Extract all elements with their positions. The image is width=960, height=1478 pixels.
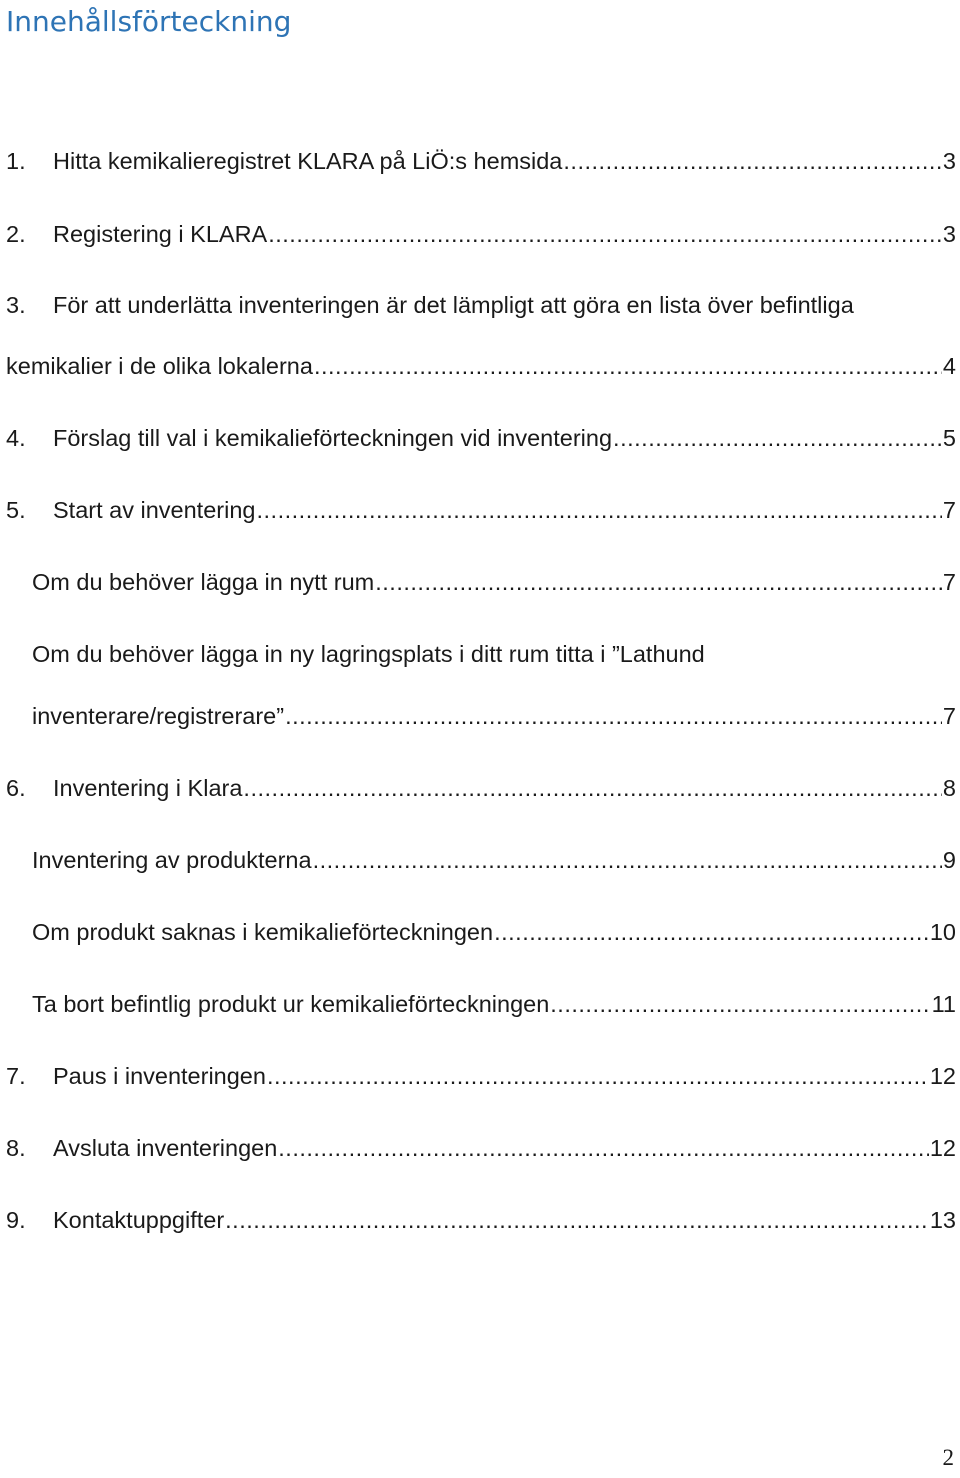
toc-entry-number: 6. — [6, 775, 26, 801]
toc-entry-page: 8 — [942, 775, 956, 801]
toc-entry-number: 2. — [6, 221, 26, 247]
toc-entry-title: Inventering av produkterna — [32, 847, 312, 873]
toc-entry-page: 7 — [942, 569, 956, 595]
toc-entry-page: 9 — [942, 847, 956, 873]
toc-entry-number: 9. — [6, 1207, 26, 1233]
page-number: 2 — [942, 1445, 954, 1470]
toc-entry-number: 7. — [6, 1063, 26, 1089]
toc-entry-page: 4 — [942, 353, 956, 379]
toc-leader-dots — [563, 146, 942, 176]
toc-entry-1[interactable] — [0, 146, 960, 176]
toc-leader-dots — [550, 989, 930, 1019]
toc-entry-page: 11 — [931, 991, 956, 1017]
toc-leader-dots — [375, 567, 942, 597]
toc-entry-page: 13 — [929, 1207, 956, 1233]
toc-entry-title: Om du behöver lägga in nytt rum — [32, 569, 375, 595]
toc-entry-title: Avsluta inventeringen — [53, 1135, 278, 1161]
toc-leader-dots — [267, 1061, 929, 1091]
toc-leader-dots — [243, 773, 942, 803]
toc-entry-2[interactable] — [0, 219, 960, 249]
toc-entry-title: Registering i KLARA — [53, 221, 268, 247]
toc-leader-dots — [494, 917, 929, 947]
toc-entry-title: Om produkt saknas i kemikalieförteckningen — [32, 919, 494, 945]
toc-leader-dots — [225, 1205, 929, 1235]
toc-entry-page: 12 — [929, 1063, 956, 1089]
toc-entry-page: 10 — [929, 919, 956, 945]
toc-entry-page: 7 — [942, 497, 956, 523]
toc-entry-8[interactable] — [0, 1133, 960, 1163]
toc-entry-page: 3 — [942, 148, 956, 174]
toc-entry-title: Ta bort befintlig produkt ur kemikalieförteckningen — [32, 991, 550, 1017]
toc-subentry-products[interactable] — [0, 845, 960, 875]
toc-entry-number: 5. — [6, 497, 26, 523]
toc-entry-page: 5 — [942, 425, 956, 451]
toc-entry-9[interactable] — [0, 1205, 960, 1235]
toc-entry-title: Inventering i Klara — [53, 775, 243, 801]
toc-entry-title: inventerare/registrerare” — [32, 703, 285, 729]
toc-leader-dots — [278, 1133, 929, 1163]
toc-entry-title-first-line: För att underlätta inventeringen är det lämpligt att göra en lista över befintliga — [53, 292, 854, 318]
toc-entry-6[interactable] — [0, 773, 960, 803]
toc-entry-3-line-1[interactable] — [0, 290, 960, 320]
toc-entry-number: 4. — [6, 425, 26, 451]
toc-entry-title: Start av inventering — [53, 497, 256, 523]
toc-subentry-storage-line-2[interactable] — [0, 701, 960, 731]
toc-entry-title-first-line: Om du behöver lägga in ny lagringsplats i ditt rum titta i ”Lathund — [32, 641, 705, 667]
toc-leader-dots — [256, 495, 941, 525]
toc-entry-page: 7 — [942, 703, 956, 729]
toc-leader-dots — [613, 423, 942, 453]
toc-entry-title: Hitta kemikalieregistret KLARA på LiÖ:s hemsida — [53, 148, 563, 174]
toc-entry-title: Förslag till val i kemikalieförteckningen vid inventering — [53, 425, 613, 451]
toc-subentry-remove-product[interactable] — [0, 989, 960, 1019]
toc-entry-number: 8. — [6, 1135, 26, 1161]
toc-entry-title: Paus i inventeringen — [53, 1063, 266, 1089]
toc-leader-dots — [313, 845, 942, 875]
toc-leader-dots — [285, 701, 942, 731]
toc-entry-5[interactable] — [0, 495, 960, 525]
toc-subentry-missing-product[interactable] — [0, 917, 960, 947]
toc-entry-title: kemikalier i de olika lokalerna — [6, 353, 313, 379]
toc-entry-number: 1. — [6, 148, 26, 174]
toc-entry-3-line-2[interactable] — [0, 351, 960, 381]
toc-entry-title: Kontaktuppgifter — [53, 1207, 225, 1233]
toc-leader-dots — [268, 219, 942, 249]
toc-heading: Innehållsförteckning — [6, 5, 292, 38]
toc-leader-dots — [314, 351, 942, 381]
toc-entry-page: 3 — [942, 221, 956, 247]
toc-subentry-new-room[interactable] — [0, 567, 960, 597]
toc-entry-page: 12 — [929, 1135, 956, 1161]
toc-subentry-storage-line-1[interactable] — [0, 639, 960, 669]
toc-entry-4[interactable] — [0, 423, 960, 453]
toc-entry-number: 3. — [6, 292, 26, 318]
toc-entry-7[interactable] — [0, 1061, 960, 1091]
